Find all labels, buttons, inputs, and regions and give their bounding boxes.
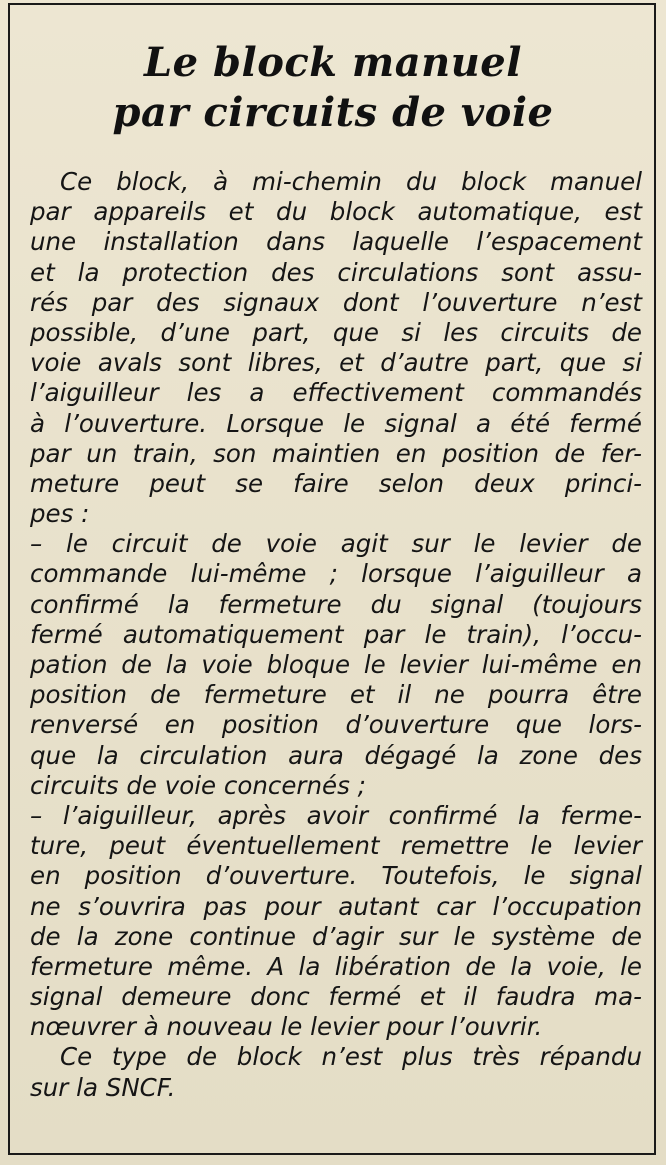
body-line: l’aiguilleur les a effectivement commandés bbox=[30, 378, 642, 408]
body-line: pes : bbox=[30, 499, 90, 529]
body-line: de la zone continue d’agir sur le système de bbox=[30, 921, 642, 951]
body-line: fermé automatiquement par le train), l’occu- bbox=[30, 619, 642, 649]
body-line: une installation dans laquelle l’espacement bbox=[30, 227, 642, 257]
body-line: en position d’ouverture. Toutefois, le signal bbox=[30, 861, 642, 891]
body-line: position de fermeture et il ne pourra être bbox=[30, 680, 642, 710]
body-line: signal demeure donc fermé et il faudra ma- bbox=[30, 982, 642, 1012]
body-line: à l’ouverture. Lorsque le signal a été fermé bbox=[30, 408, 642, 438]
title-line-2: par circuits de voie bbox=[112, 89, 554, 136]
body-line: et la protection des circulations sont assu- bbox=[30, 257, 642, 287]
body-line: meture peut se faire selon deux princi- bbox=[30, 468, 642, 498]
body-line: que la circulation aura dégagé la zone des bbox=[30, 740, 642, 770]
body-line: par appareils et du block automatique, est bbox=[30, 197, 642, 227]
article-body bbox=[30, 167, 642, 1103]
body-line: renversé en position d’ouverture que lors- bbox=[30, 710, 642, 740]
body-line: pation de la voie bloque le levier lui-même en bbox=[30, 650, 642, 679]
article-title bbox=[0, 38, 666, 138]
body-line: – le circuit de voie agit sur le levier de bbox=[30, 529, 642, 559]
body-line: voie avals sont libres, et d’autre part, que si bbox=[30, 348, 642, 378]
body-line: Ce type de block n’est plus très répandu bbox=[60, 1042, 642, 1072]
body-line: commande lui-même ; lorsque l’aiguilleur a bbox=[30, 559, 642, 589]
body-line: fermeture même. A la libération de la voie, le bbox=[30, 951, 642, 981]
body-line: possible, d’une part, que si les circuits de bbox=[30, 317, 642, 347]
body-line: Ce block, à mi-chemin du block manuel bbox=[60, 167, 642, 196]
body-line: ne s’ouvrira pas pour autant car l’occupation bbox=[30, 891, 642, 921]
body-line: circuits de voie concernés ; bbox=[30, 770, 366, 800]
title-line-1: Le block manuel bbox=[144, 39, 522, 86]
body-line: sur la SNCF. bbox=[30, 1072, 176, 1102]
body-line: nœuvrer à nouveau le levier pour l’ouvrir. bbox=[30, 1012, 543, 1042]
body-line: – l’aiguilleur, après avoir confirmé la ferme- bbox=[30, 800, 642, 830]
body-line: rés par des signaux dont l’ouverture n’est bbox=[30, 287, 642, 317]
body-line: ture, peut éventuellement remettre le levier bbox=[30, 831, 642, 861]
body-line: par un train, son maintien en position de fer- bbox=[30, 438, 642, 468]
body-line: confirmé la fermeture du signal (toujours bbox=[30, 589, 642, 619]
